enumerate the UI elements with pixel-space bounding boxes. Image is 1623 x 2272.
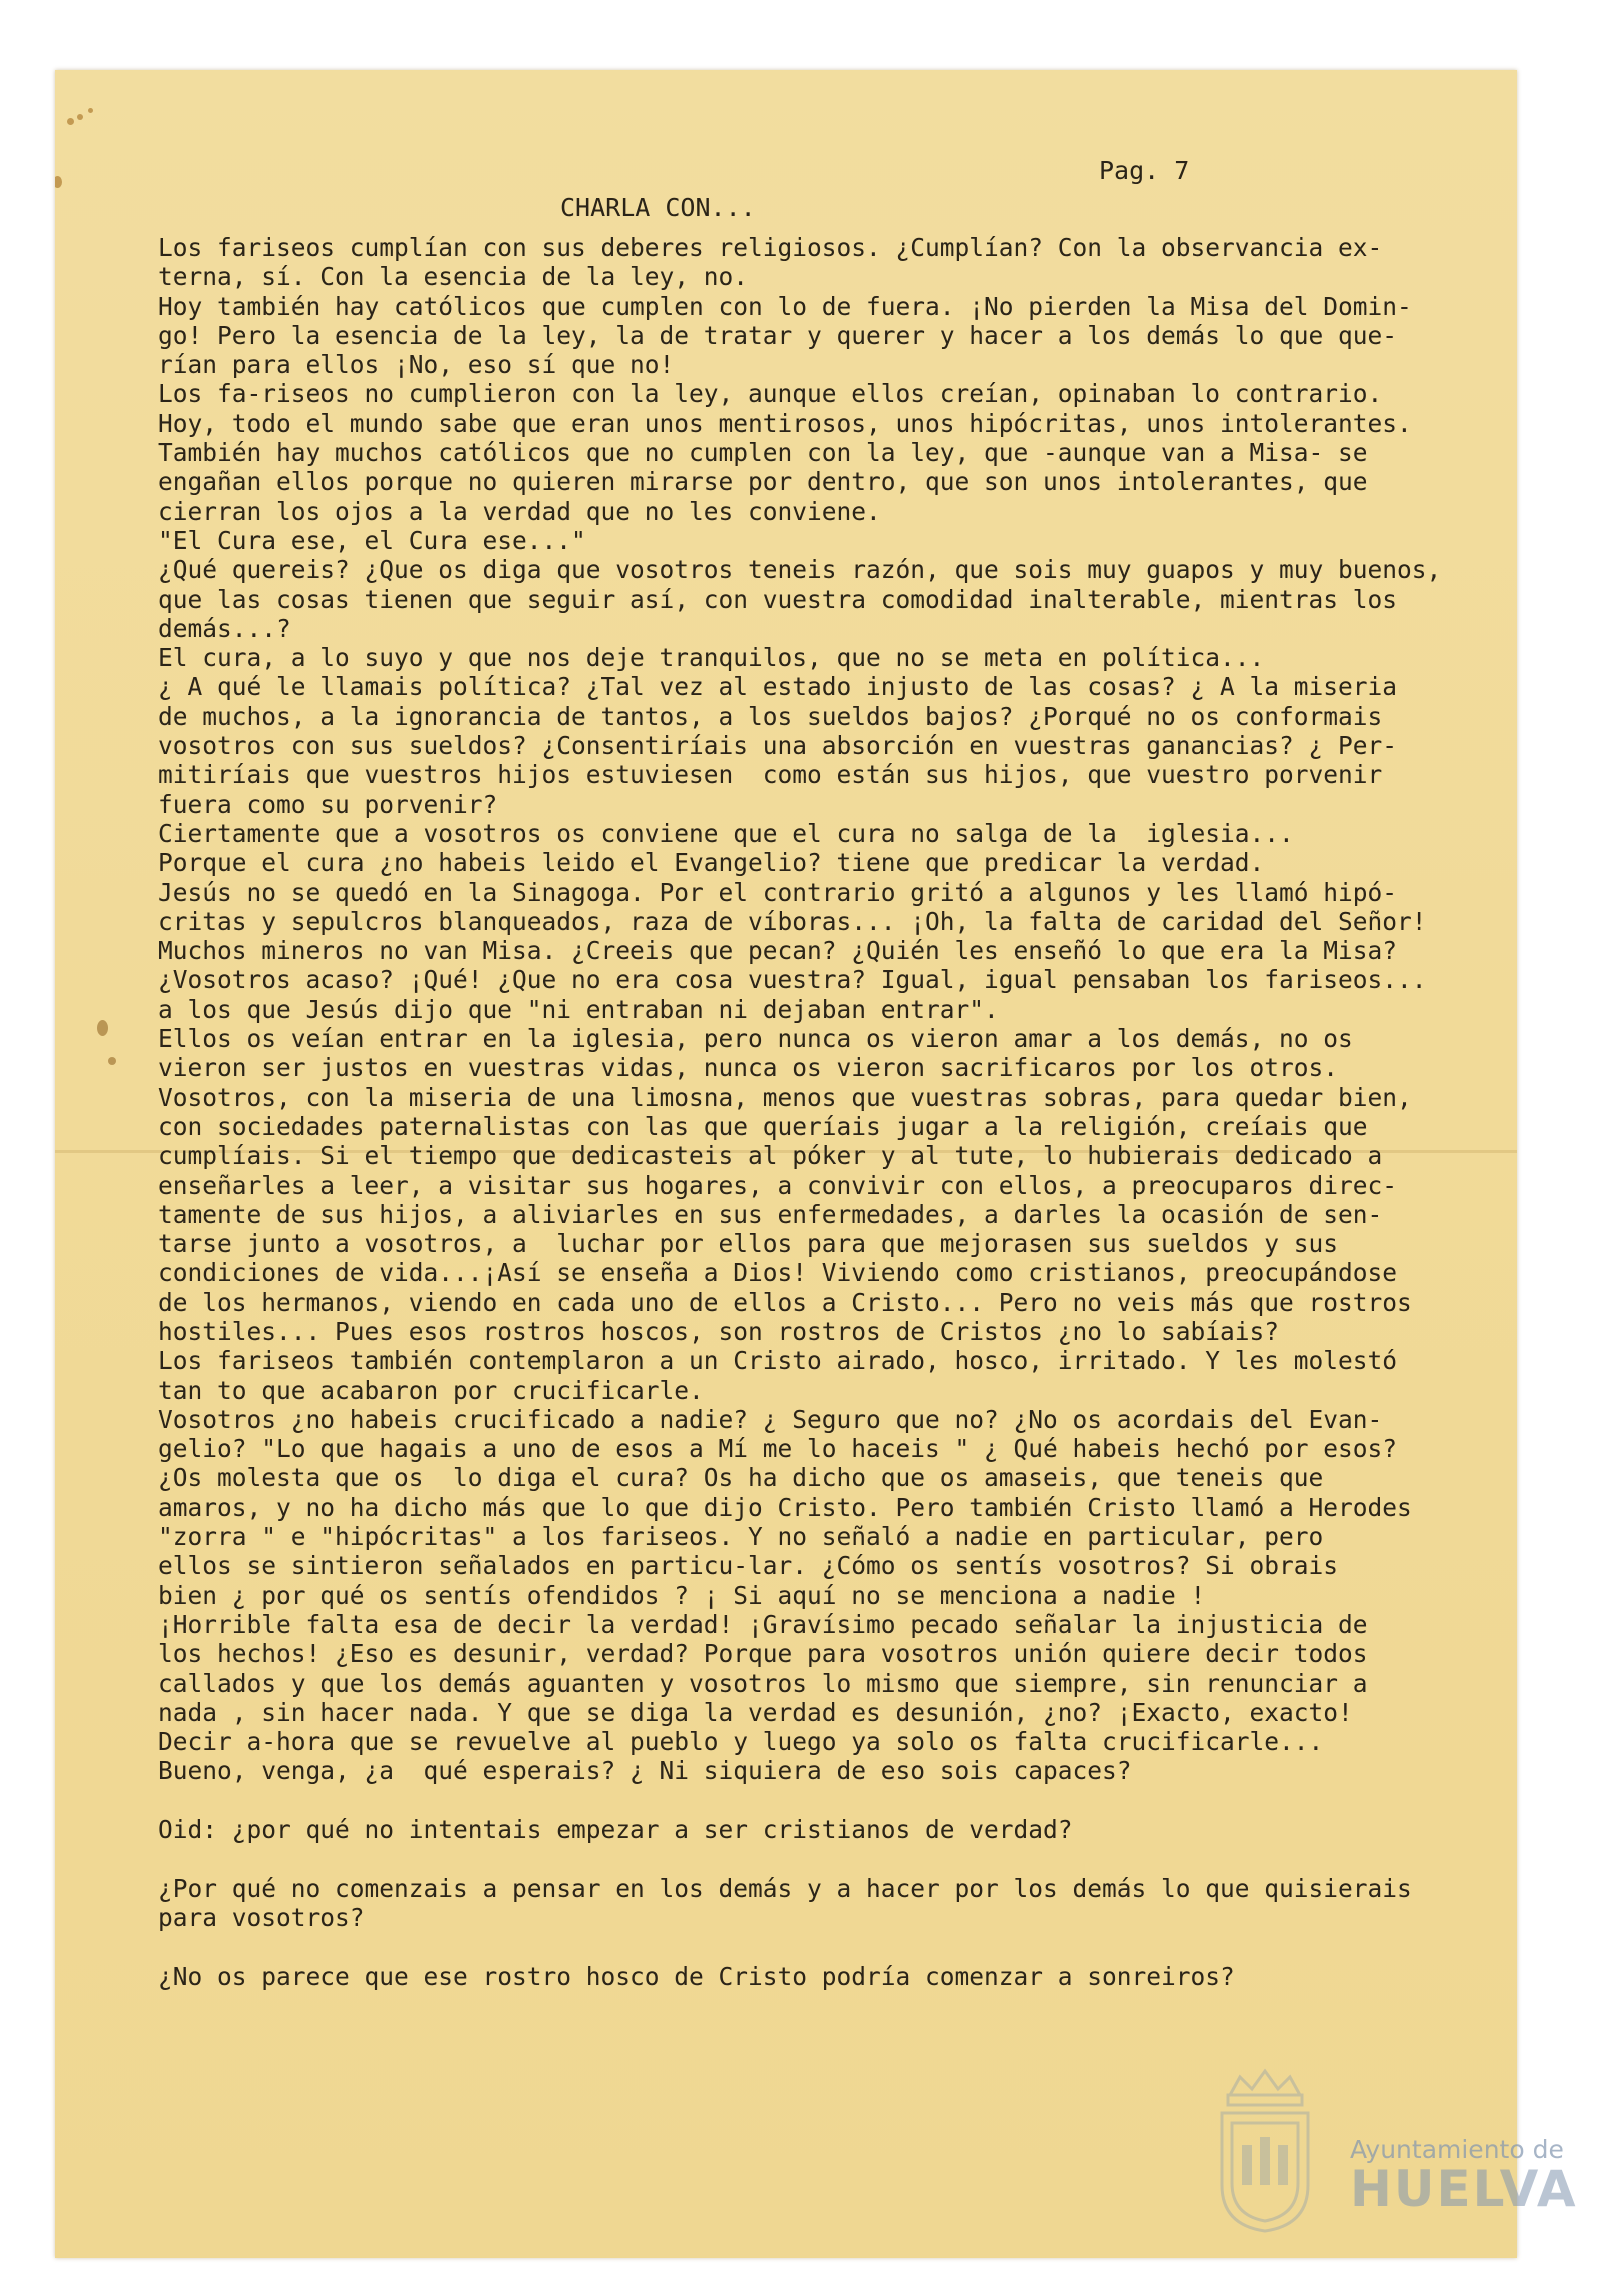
text-line: amaros, y no ha dicho más que lo que dijo Cristo. Pero también Cristo llamó a Herodes — [158, 1492, 1412, 1522]
text-line: Los fariseos cumplían con sus deberes religiosos. ¿Cumplían? Con la observancia ex- — [158, 233, 1383, 262]
text-line: Decir a-hora que se revuelve al pueblo y luego ya solo os falta crucificarle... — [158, 1727, 1324, 1757]
text-line: ¿No os parece que ese rostro hosco de Cristo podría comenzar a sonreiros? — [158, 1961, 1235, 1991]
watermark-line1: Ayuntamiento de — [1350, 2135, 1564, 2164]
text-line: tamente de sus hijos, a aliviarles en sus enfermedades, a darles la ocasión de sen- — [158, 1199, 1383, 1229]
paragraph-gap — [158, 1786, 1478, 1815]
text-line: de muchos, a la ignorancia de tantos, a los sueldos bajos? ¿Porqué no os conformais — [158, 701, 1383, 731]
text-line: "zorra " e "hipócritas" a los fariseos. Y no señaló a nadie en particular, pero — [158, 1522, 1324, 1552]
page-number: Pag. 7 — [1099, 156, 1190, 185]
text-line: tan to que acabaron por crucificarle. — [158, 1375, 704, 1405]
text-line: Muchos mineros no van Misa. ¿Creeis que pecan? ¿Quién les enseñó lo que era la Misa? — [158, 936, 1398, 966]
text-line: rían para ellos ¡No, eso sí que no! — [158, 350, 675, 380]
text-line: callados y que los demás aguanten y vosotros lo mismo que siempre, sin renunciar a — [158, 1668, 1368, 1698]
city-coat-of-arms-icon — [1210, 2065, 1320, 2235]
text-line: Jesús no se quedó en la Sinagoga. Por el contrario gritó a algunos y les llamó hipó- — [158, 877, 1398, 907]
text-line: ¿ A qué le llamais política? ¿Tal vez al estado injusto de las cosas? ¿ A la miseria — [158, 672, 1398, 702]
text-line: terna, sí. Con la esencia de la ley, no. — [158, 262, 749, 292]
text-line: a los que Jesús dijo que "ni entraban ni dejaban entrar". — [158, 994, 999, 1024]
page-title: CHARLA CON... — [560, 193, 756, 222]
punch-hole — [55, 176, 62, 188]
text-line: Ciertamente que a vosotros os conviene que el cura no salga de la iglesia... — [158, 818, 1294, 848]
text-line: gelio? "Lo que hagais a uno de esos a Mí me lo haceis " ¿ Qué habeis hechó por esos? — [158, 1434, 1398, 1464]
text-line: hostiles... Pues esos rostros hoscos, son rostros de Cristos ¿no lo sabíais? — [158, 1316, 1280, 1346]
text-line: Los fariseos también contemplaron a un Cristo airado, hosco, irritado. Y les molestó — [158, 1346, 1398, 1376]
body-text — [158, 233, 1478, 1991]
text-line: El cura, a lo suyo y que nos deje tranquilos, que no se meta en política... — [158, 643, 1265, 673]
text-line: ¿Qué quereis? ¿Que os diga que vosotros teneis razón, que sois muy guapos y muy buenos, — [158, 555, 1442, 585]
text-line: con sociedades paternalistas con las que queríais jugar a la religión, creíais que — [158, 1111, 1368, 1141]
text-line: También hay muchos católicos que no cumplen con la ley, que -aunque van a Misa- se — [158, 438, 1368, 468]
text-line: que las cosas tienen que seguir así, con vuestra comodidad inalterable, mientras los — [158, 584, 1398, 614]
text-line: Bueno, venga, ¿a qué esperais? ¿ Ni siquiera de eso sois capaces? — [158, 1756, 1132, 1786]
text-line: Hoy, todo el mundo sabe que eran unos mentirosos, unos hipócritas, unos intolerantes. — [158, 408, 1412, 438]
text-line: condiciones de vida...¡Así se enseña a Dios! Viviendo como cristianos, preocupándose — [158, 1258, 1398, 1288]
watermark-line2: HUELVA — [1350, 2160, 1578, 2218]
text-line: ¿Por qué no comenzais a pensar en los demás y a hacer por los demás lo que quisierais — [158, 1873, 1412, 1903]
text-line: cierran los ojos a la verdad que no les conviene. — [158, 496, 881, 526]
text-line: Vosotros, con la miseria de una limosna, menos que vuestras sobras, para quedar bien, — [158, 1082, 1412, 1112]
text-line: vieron ser justos en vuestras vidas, nunca os vieron sacrificaros por los otros. — [158, 1053, 1339, 1083]
text-line: tarse junto a vosotros, a luchar por ellos para que mejorasen sus sueldos y sus — [158, 1229, 1339, 1259]
text-line: ¿Vosotros acaso? ¡Qué! ¿Que no era cosa vuestra? Igual, igual pensaban los fariseos... — [158, 965, 1427, 995]
paper-stain — [108, 1057, 116, 1065]
text-line: enseñarles a leer, a visitar sus hogares, a convivir con ellos, a preocuparos direc- — [158, 1170, 1398, 1200]
punch-hole — [88, 108, 93, 113]
text-line: Hoy también hay católicos que cumplen con lo de fuera. ¡No pierden la Misa del Domin- — [158, 291, 1412, 321]
text-line: "El Cura ese, el Cura ese..." — [158, 525, 586, 555]
text-line: ¡Horrible falta esa de decir la verdad! ¡Gravísimo pecado señalar la injusticia de — [158, 1609, 1368, 1639]
text-line: Ellos os veían entrar en la iglesia, pero nunca os vieron amar a los demás, no os — [158, 1024, 1353, 1054]
text-line: de los hermanos, viendo en cada uno de ellos a Cristo... Pero no veis más que rostros — [158, 1287, 1412, 1317]
text-line: engañan ellos porque no quieren mirarse por dentro, que son unos intolerantes, que — [158, 467, 1368, 497]
text-line: para vosotros? — [158, 1902, 365, 1932]
text-line: bien ¿ por qué os sentís ofendidos ? ¡ Si aquí no se menciona a nadie ! — [158, 1580, 1206, 1610]
punch-hole — [77, 114, 83, 120]
text-line: mitiríais que vuestros hijos estuviesen como están sus hijos, que vuestro porvenir — [158, 760, 1383, 790]
text-line: los hechos! ¿Eso es desunir, verdad? Porque para vosotros unión quiere decir todos — [158, 1639, 1368, 1669]
text-line: nada , sin hacer nada. Y que se diga la verdad es desunión, ¿no? ¡Exacto, exacto! — [158, 1697, 1353, 1727]
text-line: ellos se sintieron señalados en particu-lar. ¿Cómo os sentís vosotros? Si obrais — [158, 1551, 1339, 1581]
text-line: go! Pero la esencia de la ley, la de tratar y querer y hacer a los demás lo que que- — [158, 320, 1398, 350]
text-line: Porque el cura ¿no habeis leido el Evangelio? tiene que predicar la verdad. — [158, 848, 1265, 878]
text-line: fuera como su porvenir? — [158, 789, 498, 819]
text-line: Oid: ¿por qué no intentais empezar a ser cristianos de verdad? — [158, 1815, 1073, 1845]
paragraph-gap — [158, 1932, 1478, 1961]
paper-stain — [97, 1020, 108, 1036]
text-line: Vosotros ¿no habeis crucificado a nadie? ¿ Seguro que no? ¿No os acordais del Evan- — [158, 1404, 1383, 1434]
text-line: vosotros con sus sueldos? ¿Consentiríais una absorción en vuestras ganancias? ¿ Per- — [158, 731, 1398, 761]
paragraph-gap — [158, 1844, 1478, 1873]
punch-hole — [67, 118, 74, 125]
text-line: critas y sepulcros blanqueados, raza de víboras... ¡Oh, la falta de caridad del Señor! — [158, 906, 1427, 936]
text-line: cumplíais. Si el tiempo que dedicasteis al póker y al tute, lo hubierais dedicado a — [158, 1141, 1383, 1171]
text-line: ¿Os molesta que os lo diga el cura? Os ha dicho que os amaseis, que teneis que — [158, 1463, 1324, 1493]
text-line: demás...? — [158, 613, 291, 643]
text-line: Los fa-riseos no cumplieron con la ley, aunque ellos creían, opinaban lo contrario. — [158, 379, 1383, 409]
